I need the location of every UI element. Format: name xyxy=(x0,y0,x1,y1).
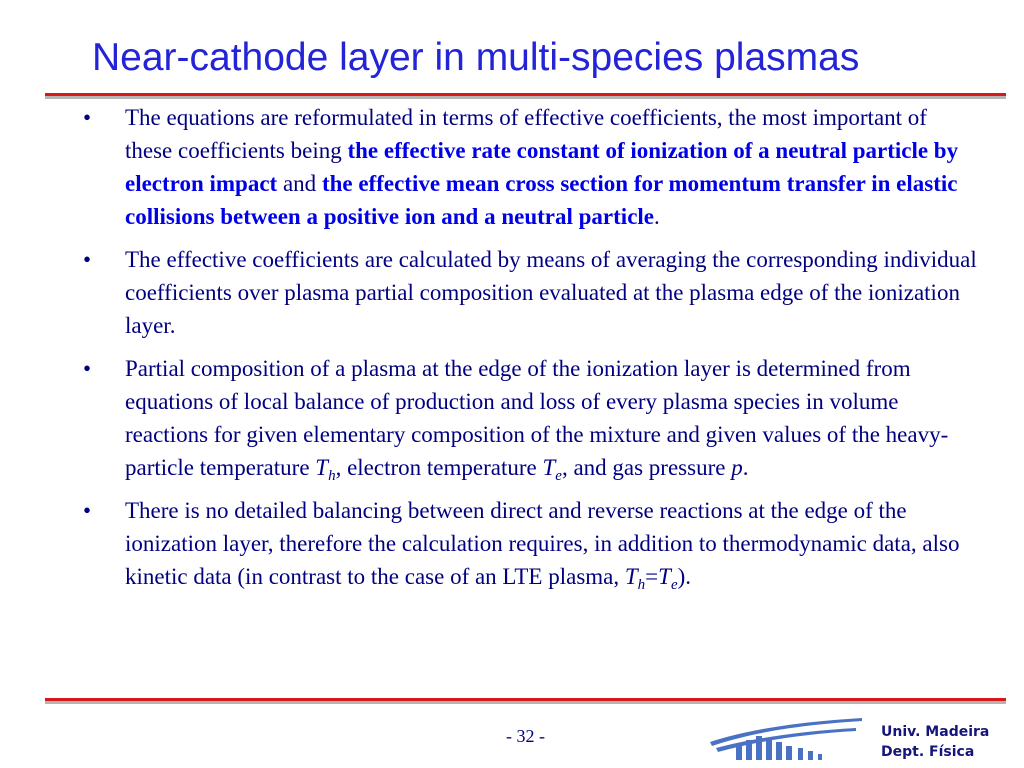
bullet-icon: • xyxy=(83,498,92,523)
organization-line-2: Dept. Física xyxy=(881,744,975,760)
math-variable: T xyxy=(315,455,329,480)
title-divider xyxy=(45,93,1006,99)
bullet-item xyxy=(83,101,978,233)
math-subscript: h xyxy=(328,468,336,484)
bullet-text: Partial composition of a plasma at the edge of the ionization layer is determined from equations of local balance of production and loss of every plasma species in volume reactions for given elementary composition of the mixture and given values of the heavy-particle temperature xyxy=(125,356,949,480)
bullet-item xyxy=(83,352,978,484)
math-subscript: e xyxy=(555,468,562,484)
bullet-text: ). xyxy=(677,564,692,589)
math-variable: T xyxy=(624,564,638,589)
organization-line-1: Univ. Madeira xyxy=(881,724,990,740)
bullet-text: , and gas pressure xyxy=(561,455,732,480)
bullet-item xyxy=(83,494,978,593)
emphasis-text: the effective mean cross section for momentum transfer in elastic collisions between a positive ion and a neutral particle xyxy=(125,171,958,229)
bullet-text: . xyxy=(654,204,660,229)
page-number: - 32 - xyxy=(506,726,545,746)
math-variable: T xyxy=(658,564,671,589)
bullet-text: , electron temperature xyxy=(335,455,543,480)
bullet-list xyxy=(83,101,978,603)
bullet-text: The effective coefficients are calculated by means of averaging the corresponding individual coefficients over plasma partial composition evaluated at the plasma edge of the ionization layer. xyxy=(125,247,977,338)
organization-label xyxy=(881,722,989,762)
math-subscript: h xyxy=(637,577,646,593)
footer-divider xyxy=(45,698,1006,704)
bullet-icon: • xyxy=(83,105,92,130)
bullet-icon: • xyxy=(83,247,92,272)
emphasis-text: the effective rate constant of ionization of a neutral particle by electron impact xyxy=(125,138,959,196)
math-variable: T xyxy=(542,455,556,480)
bullet-icon: • xyxy=(83,356,92,381)
bullet-text: and xyxy=(277,171,322,196)
math-variable: p xyxy=(731,455,743,480)
slide-title: Near-cathode layer in multi-species plasmas xyxy=(92,36,860,79)
bullet-item xyxy=(83,243,978,342)
math-subscript: e xyxy=(670,577,678,593)
bullet-text: . xyxy=(742,455,749,480)
bullet-text: = xyxy=(645,564,659,589)
university-logo-icon xyxy=(706,712,866,762)
bullet-text: The equations are reformulated in terms of effective coefficients, the most important of these coefficients being xyxy=(125,105,927,163)
bullet-text: There is no detailed balancing between direct and reverse reactions at the edge of the ionization layer, therefore the calculation requires, in addition to thermodynamic data, also kinetic data (in contrast to the case of an LTE plasma, xyxy=(125,498,960,589)
